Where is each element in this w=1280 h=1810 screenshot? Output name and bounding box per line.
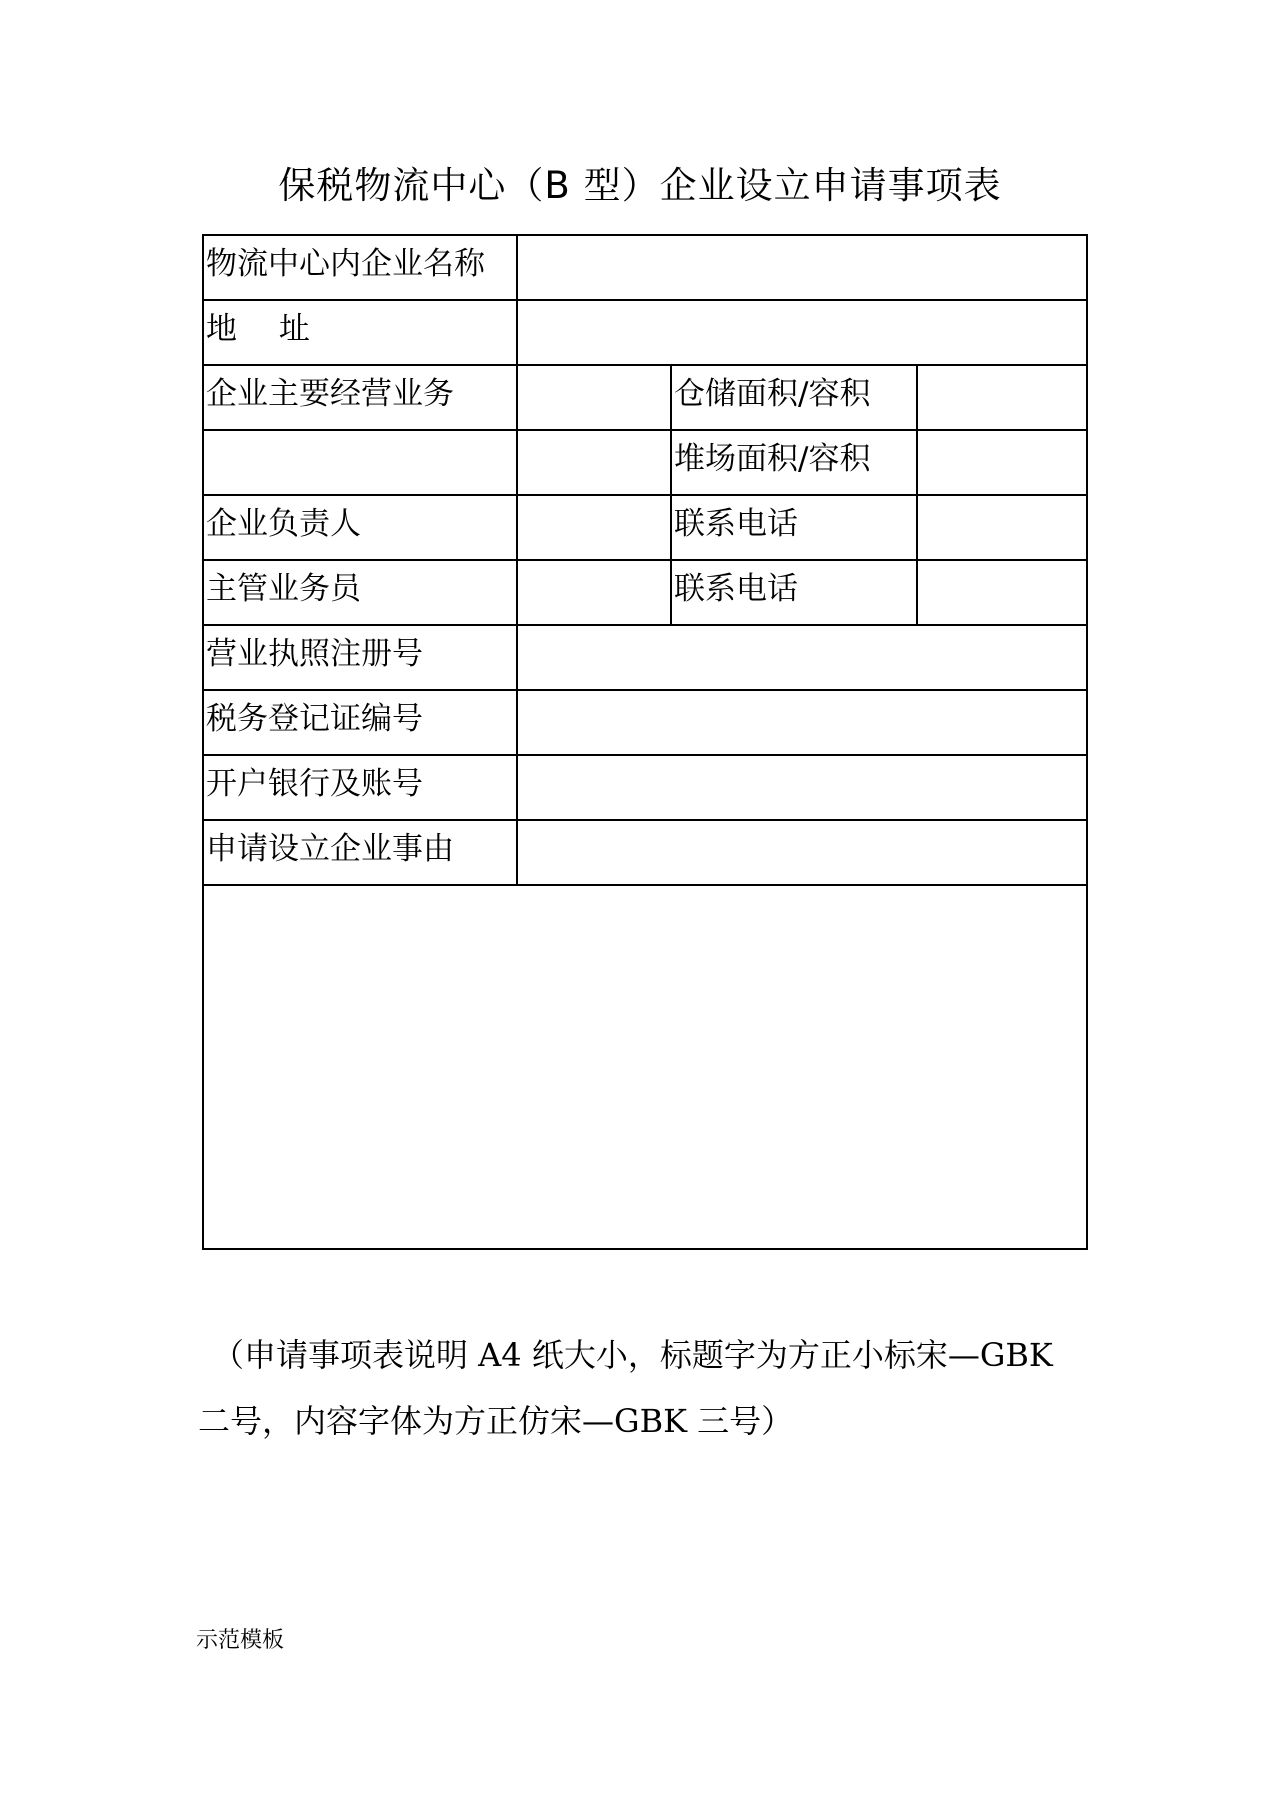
footer-text: 示范模板 <box>196 1628 285 1653</box>
person-in-charge-field[interactable] <box>517 495 671 560</box>
storage-area-label: 仓储面积/容积 <box>671 365 917 430</box>
contact-phone-field[interactable] <box>917 560 1087 625</box>
application-reason-label: 申请设立企业事由 <box>203 820 517 885</box>
table-row <box>203 430 1087 495</box>
application-form-table <box>202 234 1088 1250</box>
company-name-field[interactable] <box>517 235 1087 300</box>
company-name-label: 物流中心内企业名称 <box>203 235 517 300</box>
business-license-label: 营业执照注册号 <box>203 625 517 690</box>
table-row <box>203 625 1087 690</box>
contact-phone-label: 联系电话 <box>671 495 917 560</box>
person-in-charge-label: 企业负责人 <box>203 495 517 560</box>
main-business-extra-value[interactable] <box>517 430 671 495</box>
bank-account-label: 开户银行及账号 <box>203 755 517 820</box>
table-row <box>203 690 1087 755</box>
table-row <box>203 755 1087 820</box>
business-license-field[interactable] <box>517 625 1087 690</box>
form-instructions <box>198 1322 1098 1454</box>
storage-area-field[interactable] <box>917 365 1087 430</box>
main-business-extra-field[interactable] <box>203 430 517 495</box>
yard-area-label: 堆场面积/容积 <box>671 430 917 495</box>
table-row <box>203 365 1087 430</box>
page-title: 保税物流中心（B 型）企业设立申请事项表 <box>278 164 1002 207</box>
bank-account-field[interactable] <box>517 755 1087 820</box>
yard-area-field[interactable] <box>917 430 1087 495</box>
table-row <box>203 495 1087 560</box>
table-row <box>203 820 1087 885</box>
table-row <box>203 235 1087 300</box>
business-manager-field[interactable] <box>517 560 671 625</box>
tax-registration-label: 税务登记证编号 <box>203 690 517 755</box>
table-row <box>203 560 1087 625</box>
table-row <box>203 885 1087 1249</box>
contact-phone-field[interactable] <box>917 495 1087 560</box>
address-label: 地 址 <box>203 300 517 365</box>
contact-phone-label: 联系电话 <box>671 560 917 625</box>
note-line: （申请事项表说明 A4 纸大小，标题字为方正小标宋—GBK <box>212 1336 1053 1374</box>
application-reason-textarea[interactable] <box>203 885 1087 1249</box>
address-field[interactable] <box>517 300 1087 365</box>
tax-registration-field[interactable] <box>517 690 1087 755</box>
main-business-label: 企业主要经营业务 <box>203 365 517 430</box>
business-manager-label: 主管业务员 <box>203 560 517 625</box>
main-business-field[interactable] <box>517 365 671 430</box>
note-line: 二号，内容字体为方正仿宋—GBK 三号） <box>198 1402 794 1440</box>
table-row <box>203 300 1087 365</box>
application-reason-field[interactable] <box>517 820 1087 885</box>
